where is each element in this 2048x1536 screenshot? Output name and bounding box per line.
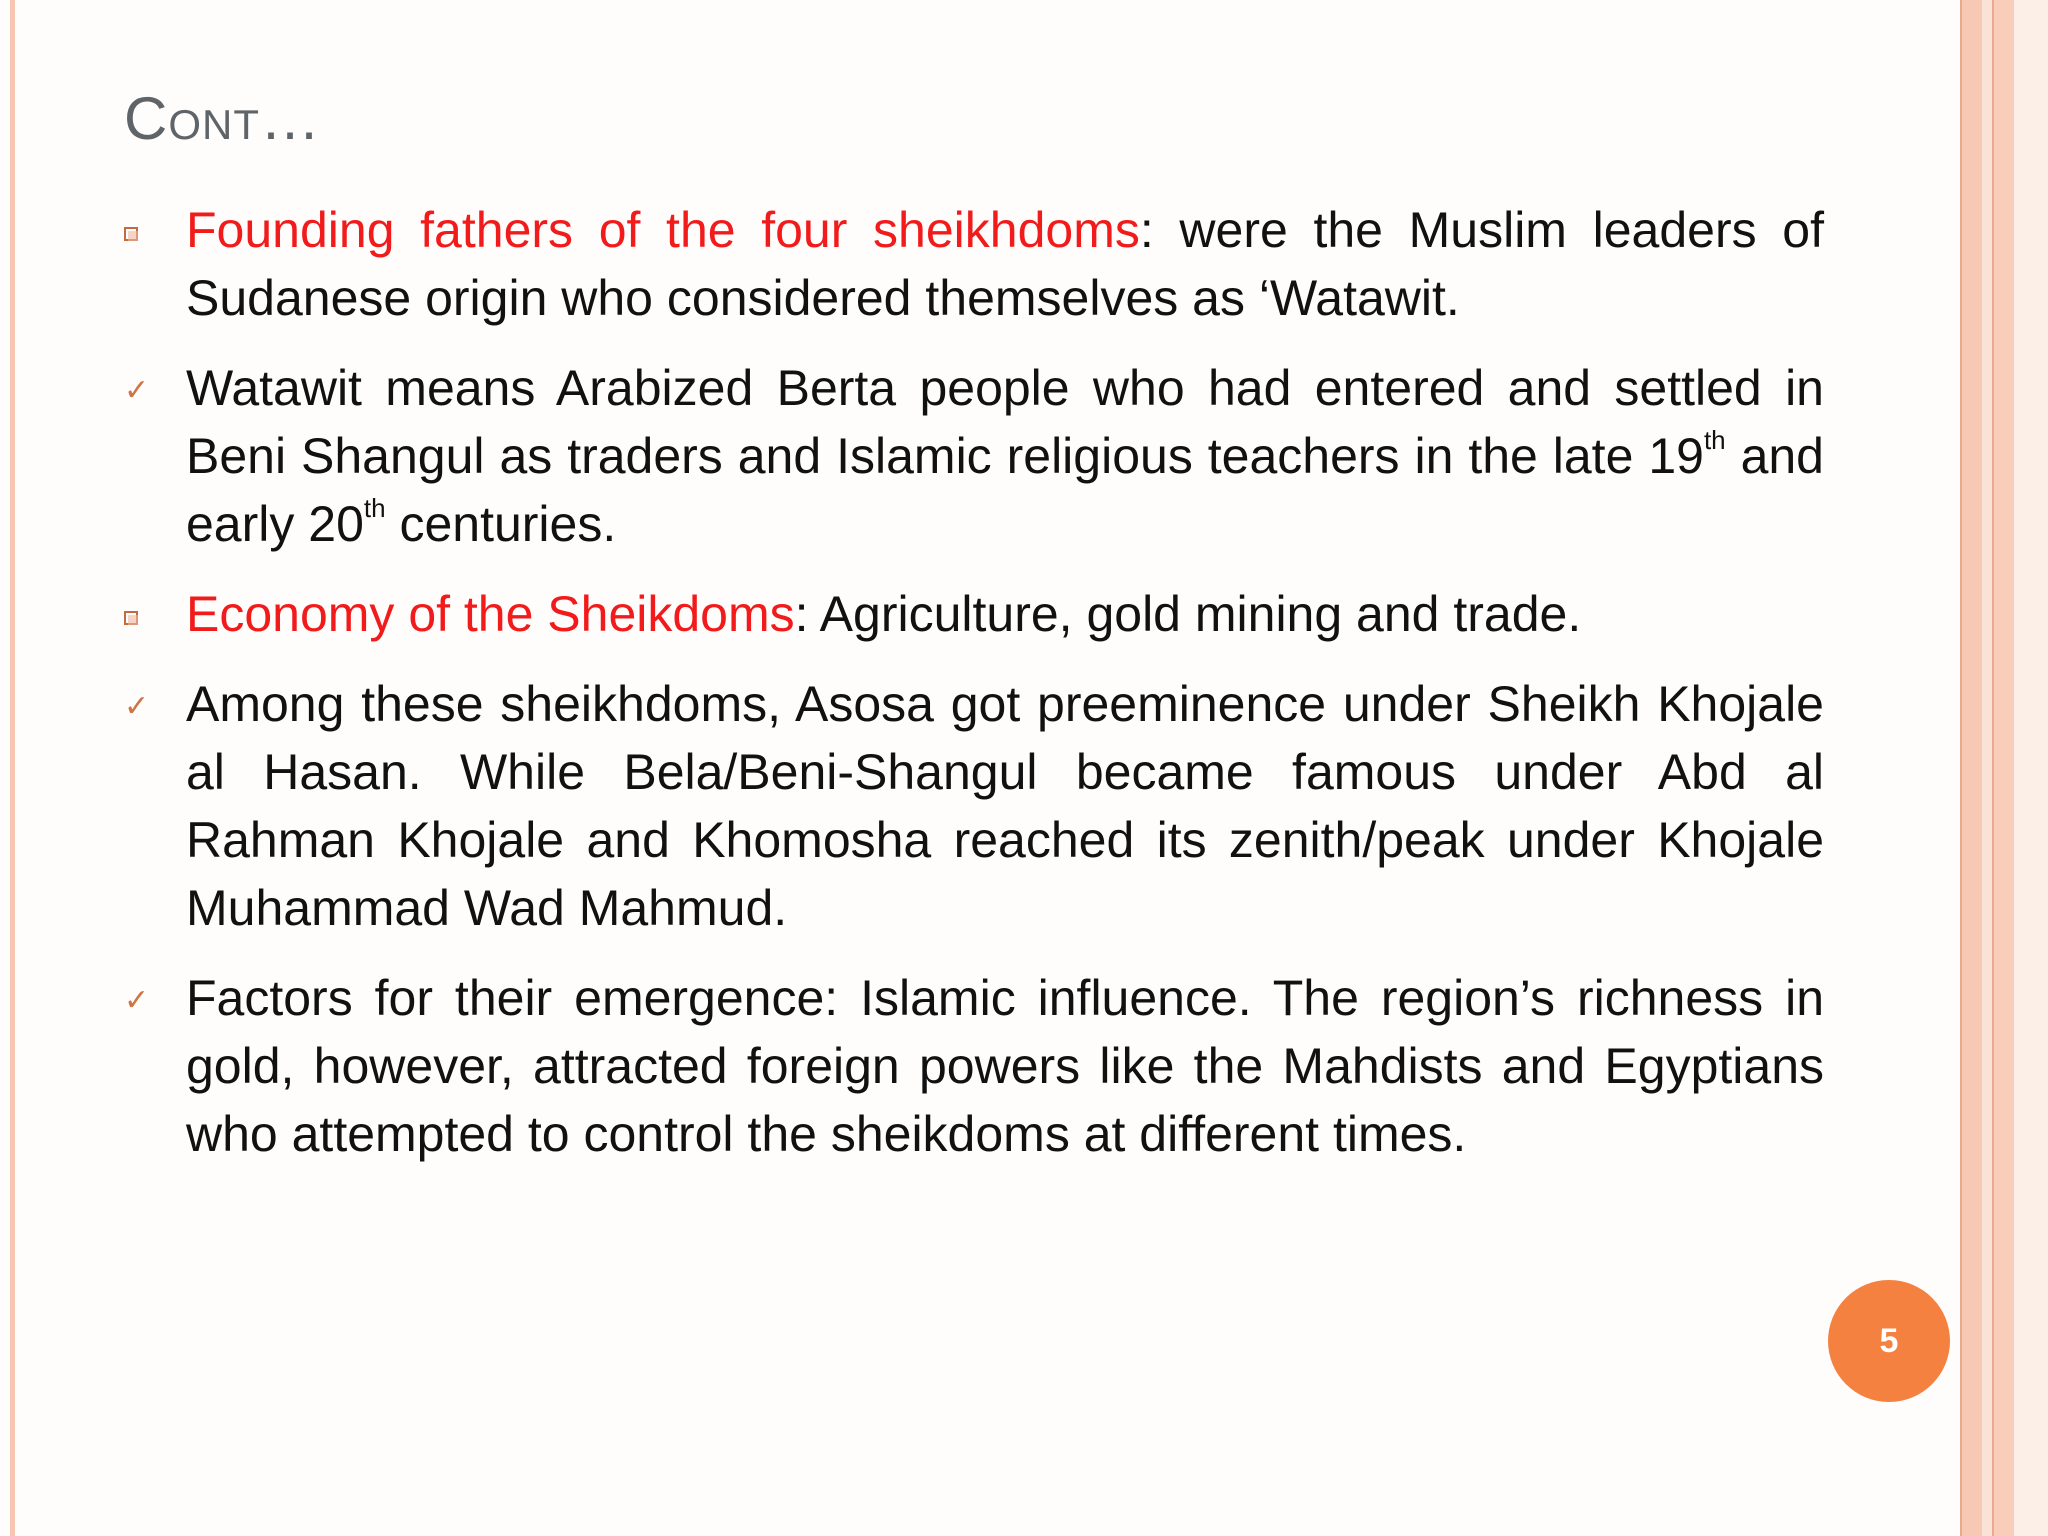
checkmark-icon: ✓	[124, 374, 150, 407]
right-frame-band	[2014, 0, 2048, 1536]
item-text: Factors for their emergence: Islamic influence. The region’s richness in gold, however, attracted foreign powers like the Mahdists and Egyptians who attempted to control the sheikdoms at different times.	[186, 970, 1824, 1162]
item-text	[186, 580, 1824, 648]
right-frame-line	[1992, 0, 1994, 1536]
list-item	[124, 964, 1824, 1168]
item-text: Among these sheikhdoms, Asosa got preeminence under Sheikh Khojale al Hasan. While Bela/Beni-Shangul became famous under Abd al Rahman Khojale and Khomosha reached its zenith/peak under Khojale Muhammad Wad Mahmud.	[186, 676, 1824, 936]
list-item	[124, 580, 1824, 648]
page-number: 5	[1879, 1321, 1899, 1360]
item-text	[186, 196, 1824, 332]
left-border-rule	[10, 0, 15, 1536]
item-text	[186, 354, 1824, 558]
right-frame-line	[1960, 0, 1962, 1536]
body-text: centuries.	[385, 496, 617, 552]
square-bullet-icon	[124, 227, 138, 241]
list-item	[124, 196, 1824, 332]
right-frame-band	[1992, 0, 2014, 1536]
highlight-text: Founding fathers of the four sheikhdoms	[186, 202, 1140, 258]
square-bullet-icon	[124, 611, 138, 625]
checkmark-icon: ✓	[124, 690, 150, 723]
list-item	[124, 670, 1824, 942]
page-number-badge	[1828, 1280, 1950, 1402]
checkmark-icon: ✓	[124, 984, 150, 1017]
body-text: Watawit means Arabized Berta people who had entered and settled in Beni Shangul as traders and Islamic religious teachers in the late 19	[186, 360, 1824, 484]
list-item	[124, 354, 1824, 558]
right-frame-band	[1960, 0, 1982, 1536]
right-frame-band	[1982, 0, 1992, 1536]
highlight-text: Economy of the Sheikdoms	[186, 586, 795, 642]
superscript: th	[1703, 425, 1726, 456]
body-text: : were the Muslim leaders of Sudanese origin who considered themselves as ‘Watawit.	[186, 202, 1824, 326]
body-text: : Agriculture, gold mining and trade.	[794, 586, 1582, 642]
bullet-list	[124, 196, 1824, 1190]
superscript: th	[363, 493, 386, 524]
body-text: and early 20	[186, 428, 1824, 552]
slide-title: Cont…	[124, 85, 321, 152]
